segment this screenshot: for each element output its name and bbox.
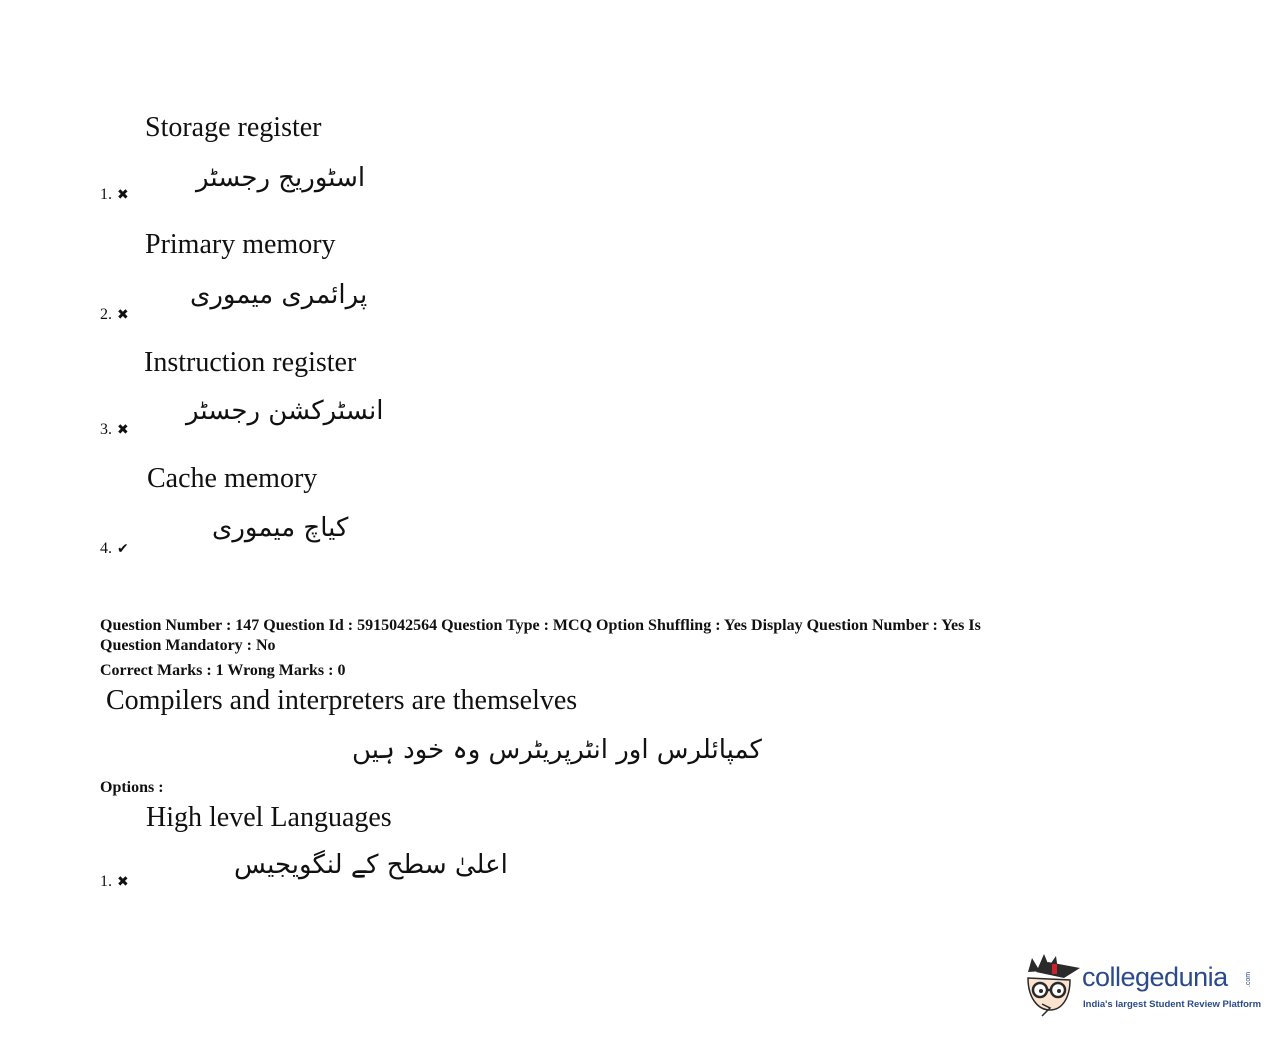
mascot-icon [1022,950,1082,1020]
next-option-1-urdu: اعلیٰ سطح کے لنگویجیس [234,850,508,880]
option-2-english: Primary memory [145,229,336,260]
question-text-urdu: کمپائلرس اور انٹرپریٹرس وہ خود ہیں [352,735,762,765]
option-3-urdu: انسٹرکشن رجسٹر [186,396,384,426]
wrong-icon: ✖ [117,874,129,890]
option-3-number: 3. [100,421,112,438]
next-option-1-number: 1. [100,873,112,890]
wrong-icon: ✖ [117,307,129,323]
question-meta-line1: Question Number : 147 Question Id : 5915042564 Question Type : MCQ Option Shuffling : Yes Display Question Number : Yes Is [100,617,981,634]
option-2-number: 2. [100,306,112,323]
logo-tagline: India's largest Student Review Platform [1083,999,1262,1010]
collegedunia-logo [1022,950,1262,1020]
question-text-english: Compilers and interpreters are themselves [106,685,578,716]
option-2-row [100,306,129,324]
option-1-urdu: اسٹوریج رجسٹر [196,163,366,193]
option-3-row [100,421,129,439]
correct-check-icon: ✔ [117,541,129,557]
option-1-row [100,186,129,204]
question-marks: Correct Marks : 1 Wrong Marks : 0 [100,662,346,679]
option-4-english: Cache memory [147,463,318,494]
logo-suffix: .com [1245,971,1253,988]
next-option-1-row [100,873,129,891]
next-option-1-english: High level Languages [146,802,392,833]
option-1-number: 1. [100,186,112,203]
wrong-icon: ✖ [117,187,129,203]
question-meta-line2: Question Mandatory : No [100,637,276,654]
option-4-number: 4. [100,540,112,557]
options-label: Options : [100,779,164,796]
wrong-icon: ✖ [117,422,129,438]
option-4-row [100,540,129,558]
option-3-english: Instruction register [144,347,357,378]
option-1-english: Storage register [145,112,322,143]
option-4-urdu: کیاچ میموری [212,513,349,543]
logo-wordmark: collegedunia [1082,962,1228,992]
option-2-urdu: پرائمری میموری [190,280,368,310]
